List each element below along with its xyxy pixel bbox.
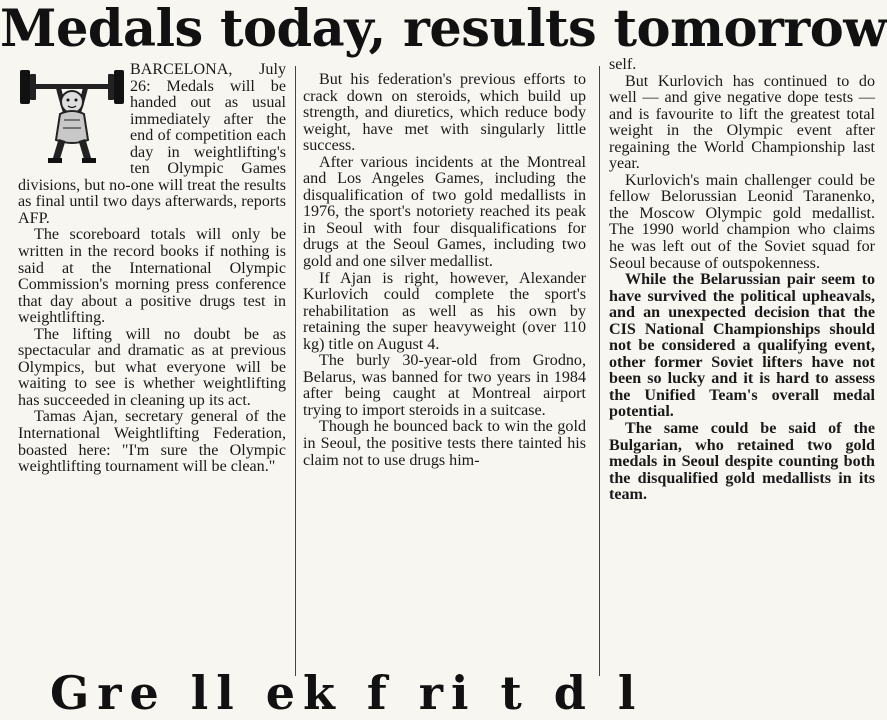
paragraph: The same could be said of the Bulgarian, who retained two gold medals in Seoul despite counting both the disqualified gold medallists in its team. — [609, 420, 875, 504]
paragraph: Tamas Ajan, secretary general of the International Weightlifting Federation, boasted here: "I'm sure the Olympic weightlifting tournament will be clean." — [18, 408, 286, 476]
column-rule — [599, 66, 600, 676]
next-headline-text: Gre ll ek f ri t d l — [50, 666, 644, 720]
paragraph: The lifting will no doubt be as spectacular and dramatic as at previous Olympics, but what everyone will be waiting to see is whether weightlifting has succeeded in cleaning up its act. — [18, 325, 286, 409]
paragraph: But Kurlovich has continued to do well — and give negative dope tests — and is favourite to lift the greatest total weight in the Olympic event after regaining the World Championship last year. — [609, 72, 875, 173]
weightlifter-icon — [18, 62, 126, 166]
article-column-1 — [18, 62, 286, 476]
paragraph: BARCELONA, July 26: Medals will be handed out as usual immediately after the end of competition each day in weightlifting's ten Olympic Games divisions, but no-one will treat the results as final until two days afterwards, reports AFP. — [18, 61, 286, 227]
paragraph: If Ajan is right, however, Alexander Kurlovich could complete the sport's rehabilitation as well as his own by retaining the super heavyweight (over 110 kg) title on August 4. — [303, 269, 586, 353]
next-article-headline-fragment — [0, 666, 879, 720]
paragraph: After various incidents at the Montreal and Los Angeles Games, including the disqualification of two gold medallists in 1976, the sport's notoriety reached its peak in Seoul with four disqualifications for drugs at the Seoul Games, including two gold and one silver medallist. — [303, 153, 586, 271]
paragraph: Though he bounced back to win the gold in Seoul, the positive tests there tainted his claim not to use drugs him- — [303, 418, 586, 469]
paragraph: While the Belarussian pair seem to have survived the political upheavals, and an unexpected decision that the CIS National Championships should not be considered a qualifying event, other former Soviet lifters have not been so lucky and it is hard to assess the Unified Team's overall medal potential. — [609, 271, 875, 421]
paragraph: Kurlovich's main challenger could be fellow Belorussian Leonid Taranenko, the Moscow Olympic gold medallist. The 1990 world champion who claims he was left out of the Soviet squad for Seoul because of outspokenness. — [609, 171, 875, 272]
article-column-3 — [609, 57, 875, 504]
paragraph: self. — [609, 56, 637, 73]
column-rule — [295, 66, 296, 676]
paragraph: But his federation's previous efforts to crack down on steroids, which build up strength, and diuretics, which reduce body weight, have met with singularly little success. — [303, 71, 586, 155]
headline: Medals today, results tomorrow — [0, 0, 887, 59]
paragraph: The scoreboard totals will only be written in the record books if nothing is said at the International Olympic Commission's morning press conference that day about a positive drugs test in weightlifting. — [18, 226, 286, 327]
paragraph: The burly 30-year-old from Grodno, Belarus, was banned for two years in 1984 after being caught at Montreal airport trying to import steroids in a suitcase. — [303, 352, 586, 419]
article-column-2 — [303, 72, 586, 469]
